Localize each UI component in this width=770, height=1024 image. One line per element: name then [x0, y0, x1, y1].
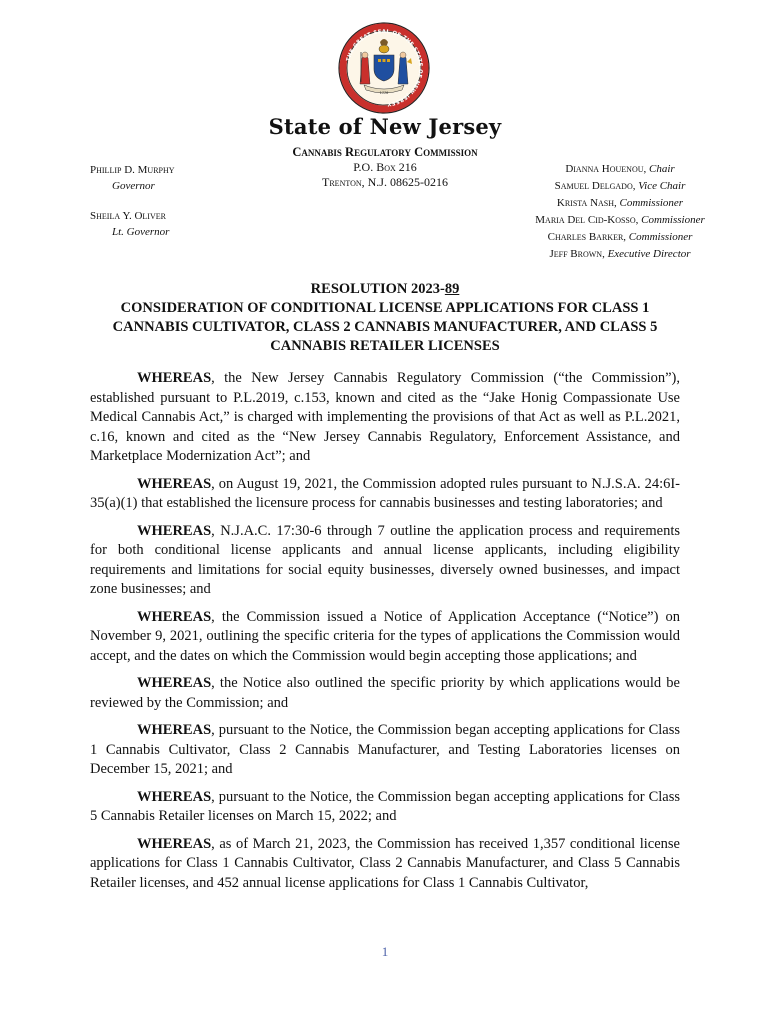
member-title: Commissioner — [641, 214, 705, 226]
member-title: Commissioner — [628, 231, 693, 243]
resolution-title — [80, 280, 690, 356]
member-line: Charles Barker, Commissioner — [547, 231, 693, 243]
member-line: Dianna Houenou, Chair — [565, 163, 675, 175]
official-title: Governor — [112, 180, 155, 192]
state-title: State of New Jersey — [268, 114, 502, 139]
resolution-title-line: CANNABIS CULTIVATOR, CLASS 2 CANNABIS MANUFACTURER, AND CLASS 5 — [112, 319, 658, 335]
whereas-paragraph: WHEREAS, pursuant to the Notice, the Commission began accepting applications for Class 1 Cannabis Cultivator, Class 2 Cannabis Manufacturer, and Testing Laboratories licenses on December 15, 2021; and — [90, 722, 680, 777]
member-name: Maria Del Cid-Kosso — [535, 214, 636, 226]
agency-name: Cannabis Regulatory Commission — [292, 145, 478, 159]
svg-text:1776: 1776 — [379, 91, 389, 95]
state-officials — [90, 162, 175, 240]
whereas-paragraph: WHEREAS, the New Jersey Cannabis Regulatory Commission (“the Commission”), established pursuant to P.L.2019, c.153, known and cited as the “Jake Honig Compassionate Use Medical Cannabis Act,” is charged with implementing the provisions of that Act as well as P.L.2021, c.16, known and cited as the “New Jersey Cannabis Regulatory, Enforcement Assistance, and Marketplace Modernization Act”; and — [90, 370, 680, 464]
member-name: Dianna Houenou — [565, 163, 644, 175]
agency-address-line1: P.O. Box 216 — [353, 160, 417, 174]
whereas-paragraph: WHEREAS, on August 19, 2021, the Commission adopted rules pursuant to N.J.S.A. 24:6I-35(a)(1) that established the licensure process for cannabis businesses and testing laboratories; and — [90, 475, 680, 511]
agency-block — [235, 145, 535, 190]
resolution-number: RESOLUTION 2023-89 — [310, 281, 460, 297]
whereas-paragraph: WHEREAS, as of March 21, 2023, the Commission has received 1,357 conditional license applications for Class 1 Cannabis Cultivator, Class 2 Cannabis Manufacturer, and Class 5 Cannabis Retailer licenses, and 452 annual license applications for Class 1 Cannabis Cultivator, — [90, 835, 680, 891]
member-name: Jeff Brown — [549, 248, 603, 260]
member-title: Executive Director — [607, 248, 691, 260]
svg-text:THE GREAT SEAL OF THE STATE OF: THE GREAT SEAL OF THE STATE OF NEW JERSEY — [345, 28, 424, 107]
member-line: Samuel Delgado, Vice Chair — [554, 180, 686, 192]
whereas-paragraph: WHEREAS, the Notice also outlined the specific priority by which applications would be reviewed by the Commission; and — [90, 675, 680, 711]
member-line: Maria Del Cid-Kosso, Commissioner — [535, 214, 705, 226]
member-line: Krista Nash, Commissioner — [556, 197, 684, 209]
nj-great-seal-icon — [338, 22, 430, 114]
resolution-body — [90, 369, 680, 901]
official-name: Sheila Y. Oliver — [90, 210, 166, 222]
official-title: Lt. Governor — [112, 226, 170, 238]
member-title: Commissioner — [619, 197, 684, 209]
page-number: 1 — [381, 944, 389, 959]
member-title: Chair — [649, 163, 675, 175]
commission-members — [520, 161, 720, 263]
member-name: Samuel Delgado — [554, 180, 633, 192]
state-seal — [338, 22, 430, 114]
resolution-title-line: CANNABIS RETAILER LICENSES — [270, 338, 500, 354]
member-title: Vice Chair — [638, 180, 686, 192]
whereas-paragraph: WHEREAS, N.J.A.C. 17:30-6 through 7 outline the application process and requirements for both conditional license applicants and annual license applicants, including eligibility requirements and limitations for social equity businesses, diversely owned businesses, and impact zone businesses; and — [90, 522, 680, 597]
official-name: Phillip D. Murphy — [90, 164, 175, 176]
member-name: Charles Barker — [547, 231, 624, 243]
resolution-title-line: CONSIDERATION OF CONDITIONAL LICENSE APPLICATIONS FOR CLASS 1 — [120, 300, 650, 316]
whereas-paragraph: WHEREAS, the Commission issued a Notice of Application Acceptance (“Notice”) on November 9, 2021, outlining the specific criteria for the types of applications the Commission would accept, and the dates on which the Commission would begin accepting those applications; and — [90, 608, 680, 664]
member-line: Jeff Brown, Executive Director — [549, 248, 691, 260]
whereas-paragraph: WHEREAS, pursuant to the Notice, the Commission began accepting applications for Class 5 Cannabis Retailer licenses on March 15, 2022; and — [90, 788, 680, 824]
member-name: Krista Nash — [556, 197, 615, 209]
agency-address-line2: Trenton, N.J. 08625-0216 — [322, 175, 448, 189]
